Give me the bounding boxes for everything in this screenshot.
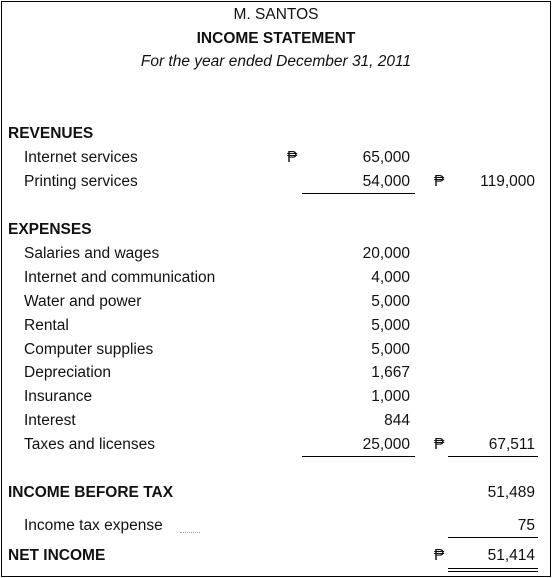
expenses-heading: EXPENSES (8, 221, 92, 238)
statement-title: INCOME STATEMENT (196, 30, 356, 47)
expense-label: Interest (24, 412, 76, 429)
expense-label: Insurance (24, 388, 93, 405)
net-income-double-rule-top (448, 568, 538, 569)
expense-label: Taxes and licenses (24, 436, 155, 453)
expense-amount: 1,667 (371, 364, 410, 381)
income-statement-document (1, 1, 551, 577)
income-before-tax-amount: 51,489 (487, 484, 535, 501)
expense-label: Computer supplies (24, 341, 154, 358)
currency-symbol: ₱ (434, 547, 445, 564)
revenue-label-internet: Internet services (24, 149, 138, 166)
expense-amount: 844 (384, 412, 410, 429)
expense-label: Water and power (24, 293, 142, 310)
revenue-label-printing: Printing services (24, 173, 138, 190)
expense-label: Depreciation (24, 364, 112, 381)
currency-symbol: ₱ (434, 173, 445, 190)
subtotal-rule (302, 193, 415, 194)
expense-amount: 5,000 (371, 293, 410, 310)
income-before-tax-label: INCOME BEFORE TAX (8, 484, 174, 501)
expense-amount: 1,000 (371, 388, 410, 405)
expense-label: Rental (24, 317, 69, 334)
expense-amount: 20,000 (362, 245, 410, 262)
expense-label: Internet and communication (24, 269, 216, 286)
expense-amount: 25,000 (362, 436, 410, 453)
subtotal-rule (302, 456, 415, 457)
expense-amount: 5,000 (371, 317, 410, 334)
expense-label: Salaries and wages (24, 245, 160, 262)
total-rule (448, 537, 538, 538)
currency-symbol: ₱ (287, 149, 298, 166)
net-income-label: NET INCOME (8, 547, 106, 564)
revenues-heading: REVENUES (8, 125, 94, 142)
total-rule (448, 456, 538, 457)
revenues-total: 119,000 (480, 173, 535, 190)
income-tax-amount: 75 (517, 517, 535, 534)
income-tax-label: Income tax expense (24, 517, 163, 534)
expense-amount: 4,000 (371, 269, 410, 286)
statement-period: For the year ended December 31, 2011 (140, 53, 412, 70)
revenue-amount-internet: 65,000 (362, 149, 410, 166)
net-income-amount: 51,414 (487, 547, 535, 564)
expense-amount: 5,000 (371, 341, 410, 358)
company-name: M. SANTOS (233, 6, 319, 23)
revenue-amount-printing: 54,000 (362, 173, 410, 190)
net-income-double-rule-bottom (448, 571, 538, 572)
leader-dots (180, 532, 200, 533)
expenses-total: 67,511 (488, 436, 535, 453)
currency-symbol: ₱ (434, 436, 445, 453)
